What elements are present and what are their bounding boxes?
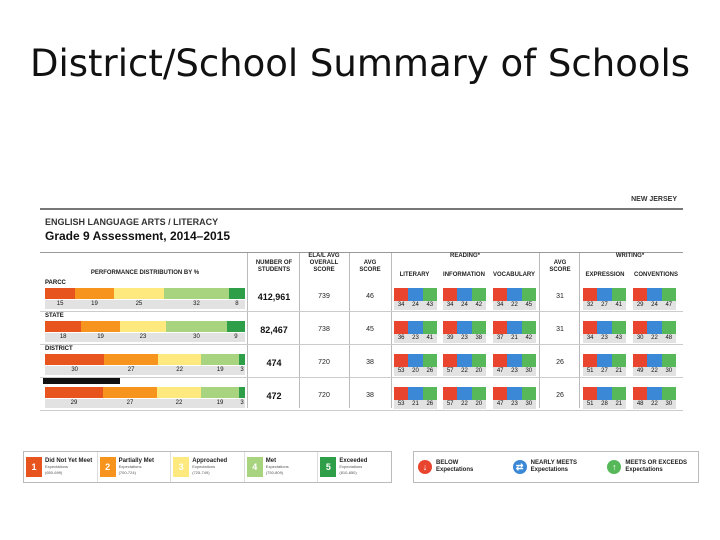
vocabulary-subscore-value: 30	[525, 368, 533, 374]
level-5-percent: 9	[234, 334, 238, 340]
performance-distribution-bar	[45, 288, 245, 299]
performance-distribution-values	[45, 399, 245, 408]
information-subscore-value: 23	[461, 335, 468, 341]
performance-level-legend	[23, 451, 392, 483]
redaction-bar	[43, 378, 120, 384]
level-number-badge: 5	[320, 457, 336, 477]
information-subscore-value: 57	[446, 401, 454, 407]
literary-subscore-value: 53	[397, 401, 405, 407]
literary-subscore-value: 21	[412, 401, 419, 407]
conventions-subscore-bar	[633, 387, 647, 400]
conventions-subscore-value: 47	[665, 302, 673, 308]
literary-subscore-value: 53	[397, 368, 405, 374]
level-subtitle: Expectations	[339, 464, 363, 469]
row-divider	[40, 344, 683, 345]
expression-header: EXPRESSION	[585, 272, 625, 278]
literary-subscore-value: 43	[426, 302, 434, 308]
conventions-subscore-value: 48	[665, 335, 673, 341]
conventions-subscore-value: 22	[651, 401, 658, 407]
expression-subscore	[583, 354, 626, 376]
row-divider	[40, 377, 683, 378]
level-subtitle: Expectations	[45, 464, 68, 469]
subscore-legend-item	[603, 452, 698, 482]
level-4-percent: 19	[216, 367, 224, 373]
level-3-segment	[158, 354, 202, 365]
level-4-segment	[201, 354, 239, 365]
down-arrow-icon: ↓	[418, 460, 432, 474]
literary-subscore-value: 36	[397, 335, 405, 341]
information-subscore-bar	[472, 387, 486, 400]
subscore-legend-subtitle: Expectations	[530, 467, 569, 473]
number-of-students: 82,467	[260, 325, 288, 335]
literary-subscore-bar	[408, 288, 422, 301]
conventions-subscore-bar	[662, 288, 676, 301]
number-of-students: 412,961	[257, 292, 291, 302]
conventions-subscore	[633, 387, 676, 409]
literary-subscore-value: 26	[426, 368, 434, 374]
subscore-legend-subtitle: Expectations	[625, 467, 663, 473]
conventions-header: CONVENTIONS	[633, 272, 678, 278]
literary-subscore-bar	[408, 321, 422, 334]
col-divider	[391, 253, 392, 408]
level-range: (700-724)	[118, 470, 136, 475]
elail-avg-score: 720	[318, 359, 330, 366]
level-2-segment	[81, 321, 119, 332]
level-number-badge: 2	[100, 457, 116, 477]
vocabulary-subscore-value: 37	[496, 335, 504, 341]
writing-avg-header: AVG SCORE	[549, 260, 571, 273]
vocabulary-subscore-value: 47	[496, 401, 504, 407]
vocabulary-subscore-value: 21	[511, 335, 518, 341]
level-range: (810-850)	[339, 470, 357, 475]
vocabulary-subscore-bar	[493, 354, 507, 367]
literary-subscore-bar	[408, 354, 422, 367]
performance-distribution-values	[45, 333, 245, 342]
level-number-badge: 3	[173, 457, 189, 477]
level-2-percent: 19	[97, 334, 104, 340]
expression-subscore-bar	[597, 321, 611, 334]
vocabulary-subscore-bar	[493, 321, 507, 334]
subscore-legend-subtitle: Expectations	[436, 467, 474, 473]
subscore-legend-title: NEARLY MEETS	[530, 460, 578, 466]
subscore-legend-item	[509, 452, 604, 482]
subscore-legend-item	[414, 452, 509, 482]
literary-subscore	[394, 321, 437, 343]
number-of-students: 474	[266, 358, 282, 368]
level-title: Partially Met	[118, 458, 154, 464]
level-4-segment	[166, 321, 227, 332]
vocabulary-subscore-value: 42	[525, 335, 533, 341]
vocabulary-subscore-value: 47	[496, 368, 504, 374]
level-3-percent: 25	[135, 301, 143, 307]
literary-subscore-value: 26	[426, 401, 434, 407]
subscore-legend	[413, 451, 699, 483]
expression-subscore-value: 43	[615, 335, 623, 341]
reading-header: READING*	[449, 253, 480, 259]
reading-avg-header: AVG SCORE	[359, 260, 381, 273]
level-subtitle: Expectations	[192, 464, 216, 469]
legend-level-4	[245, 452, 319, 482]
level-range: (725-749)	[192, 470, 210, 475]
level-4-percent: 32	[193, 301, 200, 307]
literary-subscore	[394, 387, 437, 409]
expression-subscore-bar	[597, 387, 611, 400]
level-4-segment	[201, 387, 239, 398]
expression-subscore-value: 21	[615, 368, 623, 374]
literary-subscore-bar	[423, 288, 437, 301]
information-subscore-value: 39	[446, 335, 454, 341]
conventions-subscore-value: 49	[636, 368, 644, 374]
expression-subscore-value: 51	[586, 368, 594, 374]
information-subscore-bar	[443, 387, 457, 400]
conventions-subscore-bar	[647, 321, 661, 334]
two-way-arrow-icon: ⇄	[513, 460, 527, 474]
level-number-badge: 1	[26, 457, 42, 477]
level-4-percent: 30	[193, 334, 200, 340]
subscore-legend-title: MEETS OR EXCEEDS	[625, 460, 688, 466]
conventions-subscore-bar	[633, 354, 647, 367]
elail-avg-score: 739	[318, 293, 330, 300]
writing-avg-score: 26	[556, 359, 564, 366]
row-label: PARCC	[45, 280, 66, 286]
information-subscore-bar	[472, 354, 486, 367]
writing-header: WRITING*	[615, 253, 645, 259]
expression-subscore-value: 34	[586, 335, 594, 341]
performance-distribution-values	[45, 366, 245, 375]
literary-subscore-value: 23	[412, 335, 419, 341]
information-subscore-bar	[472, 288, 486, 301]
level-1-segment	[45, 354, 104, 365]
level-2-percent: 19	[91, 301, 98, 307]
level-1-segment	[45, 387, 103, 398]
level-5-segment	[227, 321, 245, 332]
elail-header: ELA/L AVG OVERALL SCORE	[308, 253, 340, 273]
conventions-subscore-bar	[633, 321, 647, 334]
vocabulary-subscore-bar	[493, 288, 507, 301]
row-label: STATE	[45, 313, 64, 319]
information-subscore-bar	[443, 288, 457, 301]
level-2-percent: 27	[126, 400, 134, 406]
vocabulary-subscore-bar	[522, 387, 536, 400]
literary-subscore	[394, 354, 437, 376]
literary-subscore-bar	[423, 387, 437, 400]
level-3-segment	[157, 387, 201, 398]
conventions-subscore-value: 48	[636, 401, 644, 407]
information-subscore-value: 34	[446, 302, 454, 308]
level-1-percent: 15	[56, 301, 64, 307]
level-2-percent: 27	[127, 367, 135, 373]
conventions-subscore	[633, 288, 676, 310]
level-4-segment	[164, 288, 229, 299]
vocabulary-subscore	[493, 321, 536, 343]
writing-avg-score: 31	[556, 293, 564, 300]
row-divider	[40, 410, 683, 411]
assessment-title: Grade 9 Assessment, 2014–2015	[45, 229, 231, 243]
information-subscore-bar	[457, 387, 471, 400]
vocabulary-subscore-value: 45	[525, 302, 533, 308]
level-1-percent: 18	[59, 334, 67, 340]
level-5-percent: 8	[235, 301, 239, 307]
conventions-subscore-bar	[647, 354, 661, 367]
level-number-badge: 4	[247, 457, 263, 477]
vocabulary-subscore	[493, 387, 536, 409]
level-range: (650-699)	[45, 470, 63, 475]
expression-subscore-bar	[612, 321, 626, 334]
conventions-subscore-value: 30	[636, 335, 644, 341]
expression-subscore-bar	[583, 354, 597, 367]
vocabulary-subscore-value: 23	[511, 368, 518, 374]
literary-subscore-bar	[423, 354, 437, 367]
reading-avg-score: 45	[366, 326, 374, 333]
expression-subscore-value: 23	[601, 335, 608, 341]
level-2-segment	[75, 288, 113, 299]
expression-subscore	[583, 288, 626, 310]
information-subscore	[443, 288, 486, 310]
level-3-percent: 23	[139, 334, 147, 340]
conventions-subscore-value: 29	[636, 302, 644, 308]
level-1-percent: 29	[70, 400, 78, 406]
level-3-percent: 22	[175, 400, 183, 406]
expression-subscore-value: 27	[601, 302, 608, 308]
literary-subscore-bar	[394, 354, 408, 367]
literary-subscore-value: 24	[412, 302, 419, 308]
vocabulary-subscore-bar	[522, 288, 536, 301]
information-subscore-bar	[443, 321, 457, 334]
row-label: DISTRICT	[45, 346, 73, 352]
literary-header: LITERARY	[399, 272, 430, 278]
row-divider	[40, 311, 683, 312]
information-subscore-value: 22	[461, 368, 468, 374]
level-3-percent: 22	[176, 367, 183, 373]
level-3-segment	[120, 321, 166, 332]
expression-subscore-value: 41	[615, 302, 623, 308]
expression-subscore	[583, 387, 626, 409]
legend-level-1	[24, 452, 98, 482]
literary-subscore-bar	[394, 321, 408, 334]
information-subscore-value: 20	[475, 368, 483, 374]
elail-avg-score: 720	[318, 392, 330, 399]
information-subscore-bar	[472, 321, 486, 334]
literary-subscore-bar	[408, 387, 422, 400]
performance-distribution-bar	[45, 387, 245, 398]
reading-avg-score: 46	[366, 293, 374, 300]
level-subtitle: Expectations	[265, 464, 289, 469]
performance-distribution-bar	[45, 321, 245, 332]
expression-subscore-bar	[612, 288, 626, 301]
performance-distribution-values	[45, 300, 245, 309]
level-3-segment	[114, 288, 165, 299]
vocabulary-subscore	[493, 354, 536, 376]
level-5-segment	[239, 387, 245, 398]
vocabulary-subscore-value: 22	[511, 302, 518, 308]
legend-level-2	[98, 452, 172, 482]
literary-subscore	[394, 288, 437, 310]
conventions-subscore-bar	[662, 354, 676, 367]
num-students-header: NUMBER OF STUDENTS	[255, 260, 293, 273]
conventions-subscore	[633, 354, 676, 376]
level-5-percent: 3	[240, 400, 244, 406]
legend-level-5	[318, 452, 391, 482]
state-label: NEW JERSEY	[631, 196, 677, 203]
conventions-subscore-bar	[633, 288, 647, 301]
vocabulary-subscore-bar	[493, 387, 507, 400]
number-of-students: 472	[266, 391, 282, 401]
expression-subscore-bar	[583, 288, 597, 301]
information-subscore-value: 20	[475, 401, 483, 407]
expression-subscore-bar	[612, 387, 626, 400]
expression-subscore-value: 28	[601, 401, 608, 407]
information-subscore	[443, 321, 486, 343]
level-title: Approached	[192, 458, 228, 464]
vocabulary-subscore-bar	[522, 354, 536, 367]
vocabulary-subscore-bar	[522, 321, 536, 334]
level-2-segment	[104, 354, 157, 365]
reading-avg-score: 38	[366, 359, 374, 366]
level-4-percent: 19	[216, 400, 224, 406]
information-subscore-bar	[457, 288, 471, 301]
conventions-subscore-bar	[647, 387, 661, 400]
information-header: INFORMATION	[443, 272, 485, 278]
expression-subscore-value: 27	[601, 368, 608, 374]
vocabulary-subscore-value: 30	[525, 401, 533, 407]
expression-subscore-bar	[597, 288, 611, 301]
conventions-subscore-bar	[647, 288, 661, 301]
vocabulary-subscore-bar	[507, 387, 521, 400]
level-5-percent: 3	[240, 367, 244, 373]
up-arrow-icon: ↑	[607, 460, 621, 474]
level-5-segment	[229, 288, 245, 299]
vocabulary-header: VOCABULARY	[492, 272, 536, 278]
conventions-subscore-bar	[662, 387, 676, 400]
score-report	[40, 190, 683, 410]
level-title: Met	[265, 458, 277, 464]
performance-distribution-bar	[45, 354, 245, 365]
col-divider	[247, 253, 248, 408]
information-subscore	[443, 387, 486, 409]
expression-subscore-value: 21	[615, 401, 623, 407]
level-title: Exceeded	[339, 458, 368, 464]
vocabulary-subscore-value: 34	[496, 302, 504, 308]
level-5-segment	[239, 354, 245, 365]
vocabulary-subscore-bar	[507, 288, 521, 301]
level-1-segment	[45, 288, 75, 299]
conventions-subscore-value: 22	[651, 335, 658, 341]
information-subscore-bar	[457, 354, 471, 367]
information-subscore-value: 42	[475, 302, 483, 308]
writing-avg-score: 26	[556, 392, 564, 399]
expression-subscore-value: 51	[586, 401, 594, 407]
level-1-percent: 30	[71, 367, 79, 373]
conventions-subscore	[633, 321, 676, 343]
vocabulary-subscore-bar	[507, 354, 521, 367]
expression-subscore-bar	[612, 354, 626, 367]
information-subscore-value: 22	[461, 401, 468, 407]
conventions-subscore-value: 22	[651, 368, 658, 374]
writing-avg-score: 31	[556, 326, 564, 333]
conventions-subscore-value: 30	[665, 368, 673, 374]
subject-heading: ENGLISH LANGUAGE ARTS / LITERACY	[45, 217, 219, 227]
vocabulary-subscore-bar	[507, 321, 521, 334]
information-subscore	[443, 354, 486, 376]
col-divider	[299, 253, 300, 408]
literary-subscore-value: 41	[426, 335, 434, 341]
information-subscore-bar	[457, 321, 471, 334]
expression-subscore-bar	[583, 387, 597, 400]
subscore-legend-title: BELOW	[436, 460, 459, 466]
top-divider	[40, 208, 683, 210]
elail-avg-score: 738	[318, 326, 330, 333]
literary-subscore-bar	[394, 387, 408, 400]
reading-avg-score: 38	[366, 392, 374, 399]
expression-subscore	[583, 321, 626, 343]
level-range: (750-809)	[265, 470, 284, 475]
literary-subscore-value: 20	[412, 368, 419, 374]
level-subtitle: Expectations	[118, 464, 142, 469]
literary-subscore-bar	[423, 321, 437, 334]
slide-title: District/School Summary of Schools	[29, 42, 691, 85]
perf-dist-header: PERFORMANCE DISTRIBUTION BY %	[90, 270, 200, 276]
level-1-segment	[45, 321, 81, 332]
expression-subscore-bar	[597, 354, 611, 367]
information-subscore-value: 38	[475, 335, 483, 341]
vocabulary-subscore	[493, 288, 536, 310]
level-title: Did Not Yet Meet	[45, 458, 93, 464]
information-subscore-bar	[443, 354, 457, 367]
information-subscore-value: 57	[446, 368, 454, 374]
literary-subscore-value: 34	[397, 302, 405, 308]
conventions-subscore-value: 30	[665, 401, 673, 407]
vocabulary-subscore-value: 23	[511, 401, 518, 407]
legend-level-3	[171, 452, 245, 482]
expression-subscore-value: 32	[586, 302, 594, 308]
level-2-segment	[103, 387, 157, 398]
information-subscore-value: 24	[461, 302, 468, 308]
conventions-subscore-bar	[662, 321, 676, 334]
literary-subscore-bar	[394, 288, 408, 301]
conventions-subscore-value: 24	[651, 302, 658, 308]
expression-subscore-bar	[583, 321, 597, 334]
